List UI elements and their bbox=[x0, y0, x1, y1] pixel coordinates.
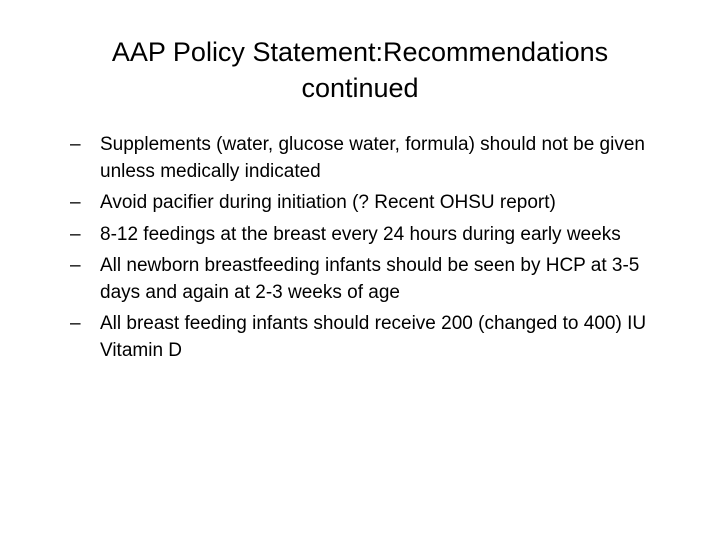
bullet-item bbox=[70, 222, 670, 249]
dash-bullet-icon: – bbox=[70, 313, 81, 334]
dash-bullet-icon: – bbox=[70, 192, 81, 213]
bullet-text: All breast feeding infants should receive 200 (changed to 400) IU Vitamin D bbox=[100, 313, 647, 361]
bullet-item bbox=[70, 190, 670, 217]
dash-bullet-icon: – bbox=[70, 134, 81, 155]
dash-bullet-icon: – bbox=[70, 223, 81, 245]
bullet-text: 8-12 feedings at the breast every 24 hours during early weeks bbox=[100, 223, 621, 245]
bullet-item bbox=[70, 253, 670, 306]
bullet-item bbox=[70, 132, 670, 185]
bullet-list bbox=[70, 132, 670, 369]
bullet-text: Supplements (water, glucose water, formula) should not be given unless medically indicated bbox=[100, 134, 645, 182]
dash-bullet-icon: – bbox=[70, 255, 81, 276]
bullet-text: Avoid pacifier during initiation (? Recent OHSU report) bbox=[100, 192, 556, 213]
bullet-text: All newborn breastfeeding infants should be seen by HCP at 3-5 days and again at 2-3 weeks of age bbox=[100, 255, 640, 303]
bullet-item bbox=[70, 311, 670, 364]
slide-title bbox=[40, 34, 680, 106]
slide-title-line-2: continued bbox=[301, 73, 419, 103]
slide-title-line-1: AAP Policy Statement:Recommendations bbox=[111, 37, 609, 67]
